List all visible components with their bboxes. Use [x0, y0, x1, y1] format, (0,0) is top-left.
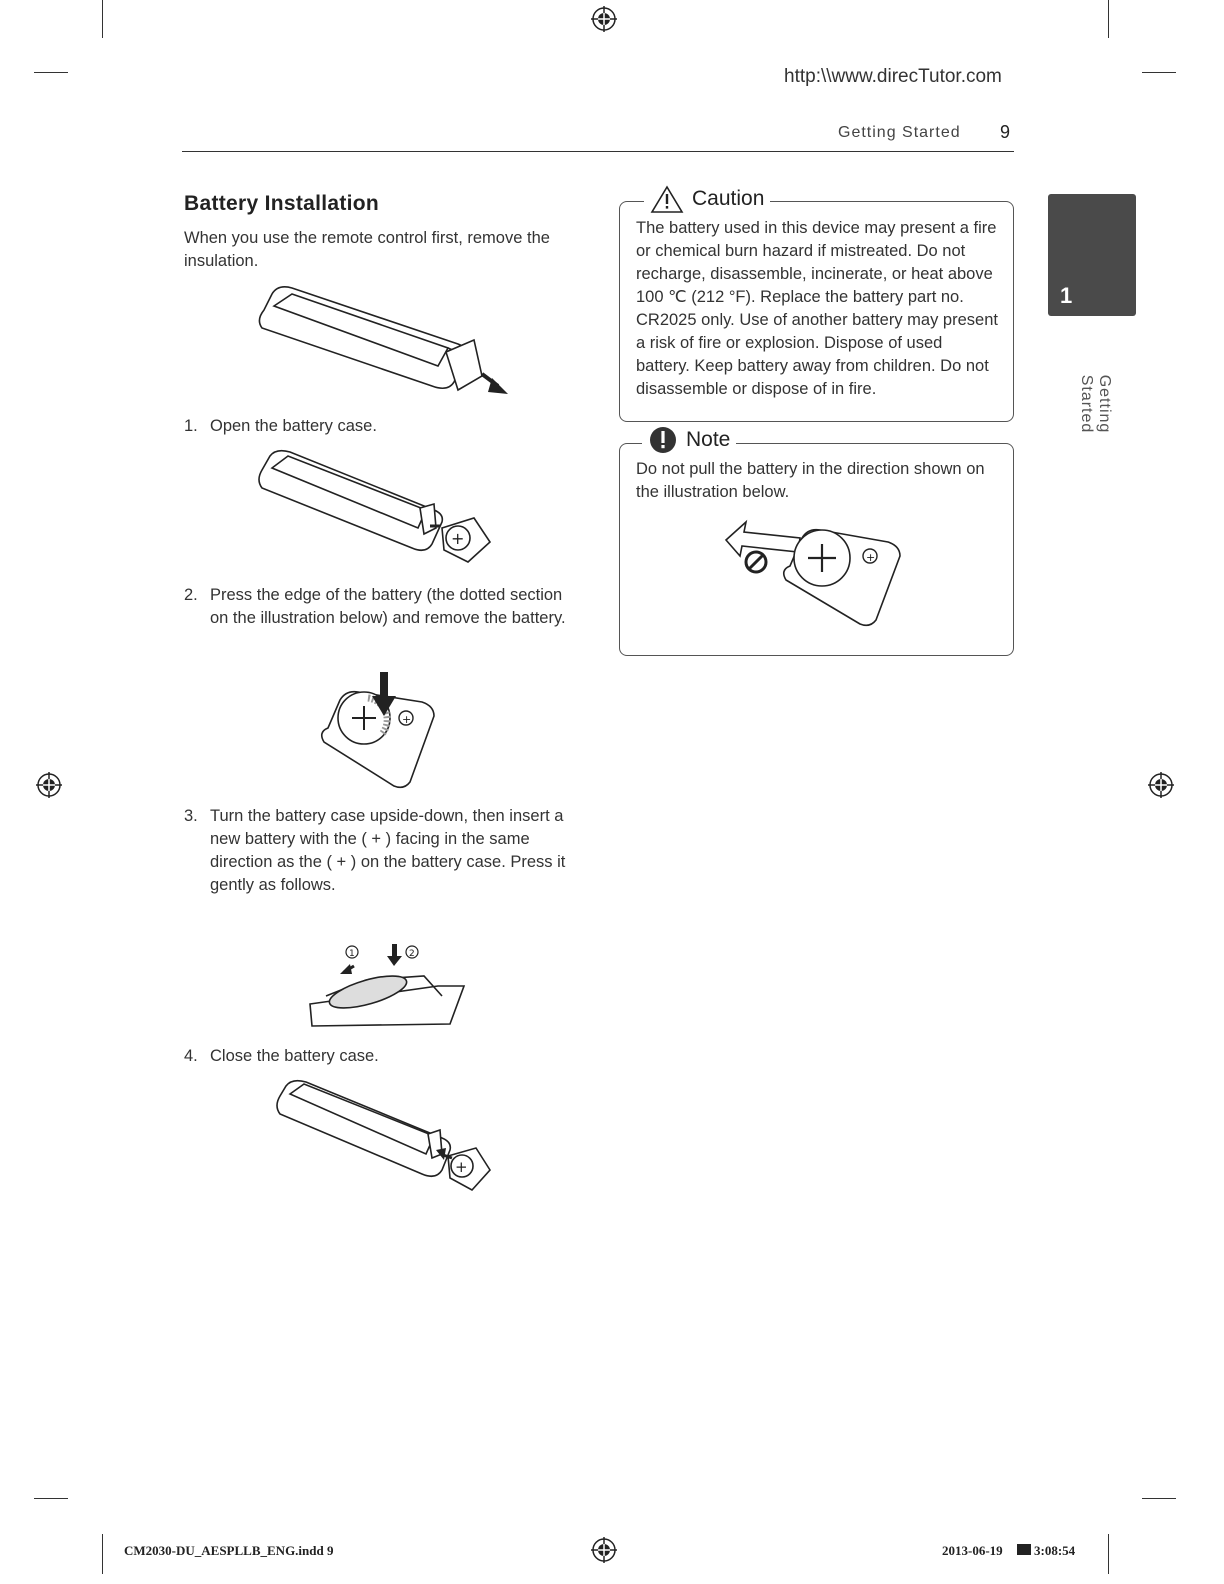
step-item — [184, 415, 584, 438]
step-item — [184, 584, 584, 630]
note-title-text: Note — [686, 428, 731, 451]
step-text: Turn the battery case upside-down, then insert a new battery with the ( + ) facing in the same direction as the ( + ) on the battery case. Press it gently as follows. — [210, 807, 566, 894]
open-battery-case-illustration — [254, 446, 494, 566]
registration-mark-icon — [591, 6, 617, 32]
svg-text:+: + — [455, 1158, 468, 1176]
step-number: 2. — [184, 586, 198, 604]
step-item — [184, 1045, 584, 1068]
registration-mark-icon — [591, 1537, 617, 1563]
caution-text: The battery used in this device may present a fire or chemical burn hazard if mistreated. Do not recharge, disassemble, incinerate, or heat above 100 ℃ (212 °F). Replace the battery part no. CR2025 only. Use of another battery may present a risk of fire or explosion. Dispose of used battery. Keep battery away from children. Do not disassemble or dispose of in fire. — [636, 219, 998, 398]
do-not-pull-illustration — [720, 516, 906, 632]
crop-mark — [34, 1498, 68, 1499]
intro-paragraph: When you use the remote control first, remove the insulation. — [184, 229, 550, 270]
step-text: Press the edge of the battery (the dotted section on the illustration below) and remove the battery. — [210, 586, 566, 627]
footer-time: 3:08:54 — [1034, 1543, 1076, 1558]
chapter-label: Getting Started — [1078, 374, 1113, 434]
note-text: Do not pull the battery in the direction shown on the illustration below. — [636, 460, 985, 501]
crop-mark — [1142, 72, 1176, 73]
registration-mark-icon — [36, 772, 62, 798]
remove-battery-illustration — [318, 672, 444, 792]
crop-mark — [1142, 1498, 1176, 1499]
close-battery-case-illustration — [272, 1078, 496, 1198]
crop-mark — [102, 0, 103, 38]
running-header-title: Getting Started — [838, 124, 961, 141]
note-info-icon — [648, 425, 678, 455]
step-number: 1. — [184, 417, 198, 435]
crop-mark — [102, 1534, 103, 1574]
step-number: 3. — [184, 807, 198, 825]
warning-triangle-icon — [650, 184, 684, 214]
step-item — [184, 805, 584, 897]
svg-text:+: + — [866, 551, 876, 564]
crop-mark — [1108, 1534, 1109, 1574]
step-number: 4. — [184, 1047, 198, 1065]
step-text: Close the battery case. — [210, 1047, 379, 1065]
svg-text:1: 1 — [349, 949, 355, 959]
footer-filename: CM2030-DU_AESPLLB_ENG.indd 9 — [124, 1543, 334, 1558]
insert-battery-illustration — [306, 940, 468, 1030]
svg-text:+: + — [402, 713, 412, 726]
section-heading: Battery Installation — [184, 192, 380, 215]
note-title — [642, 425, 736, 455]
step-text: Open the battery case. — [210, 417, 377, 435]
page-number: 9 — [1000, 122, 1011, 142]
footer-glyph-icon — [1017, 1544, 1031, 1555]
caution-title-text: Caution — [692, 187, 765, 210]
header-rule — [182, 151, 1014, 152]
remote-insulation-illustration — [252, 282, 512, 400]
crop-mark — [1108, 0, 1109, 38]
footer-date: 2013-06-19 — [942, 1543, 1003, 1558]
crop-mark — [34, 72, 68, 73]
svg-text:+: + — [451, 529, 465, 548]
svg-text:2: 2 — [409, 949, 415, 959]
caution-title — [644, 184, 770, 214]
chapter-number: 1 — [1060, 283, 1073, 308]
source-url[interactable]: http:\\www.direcTutor.com — [784, 66, 1002, 87]
registration-mark-icon — [1148, 772, 1174, 798]
